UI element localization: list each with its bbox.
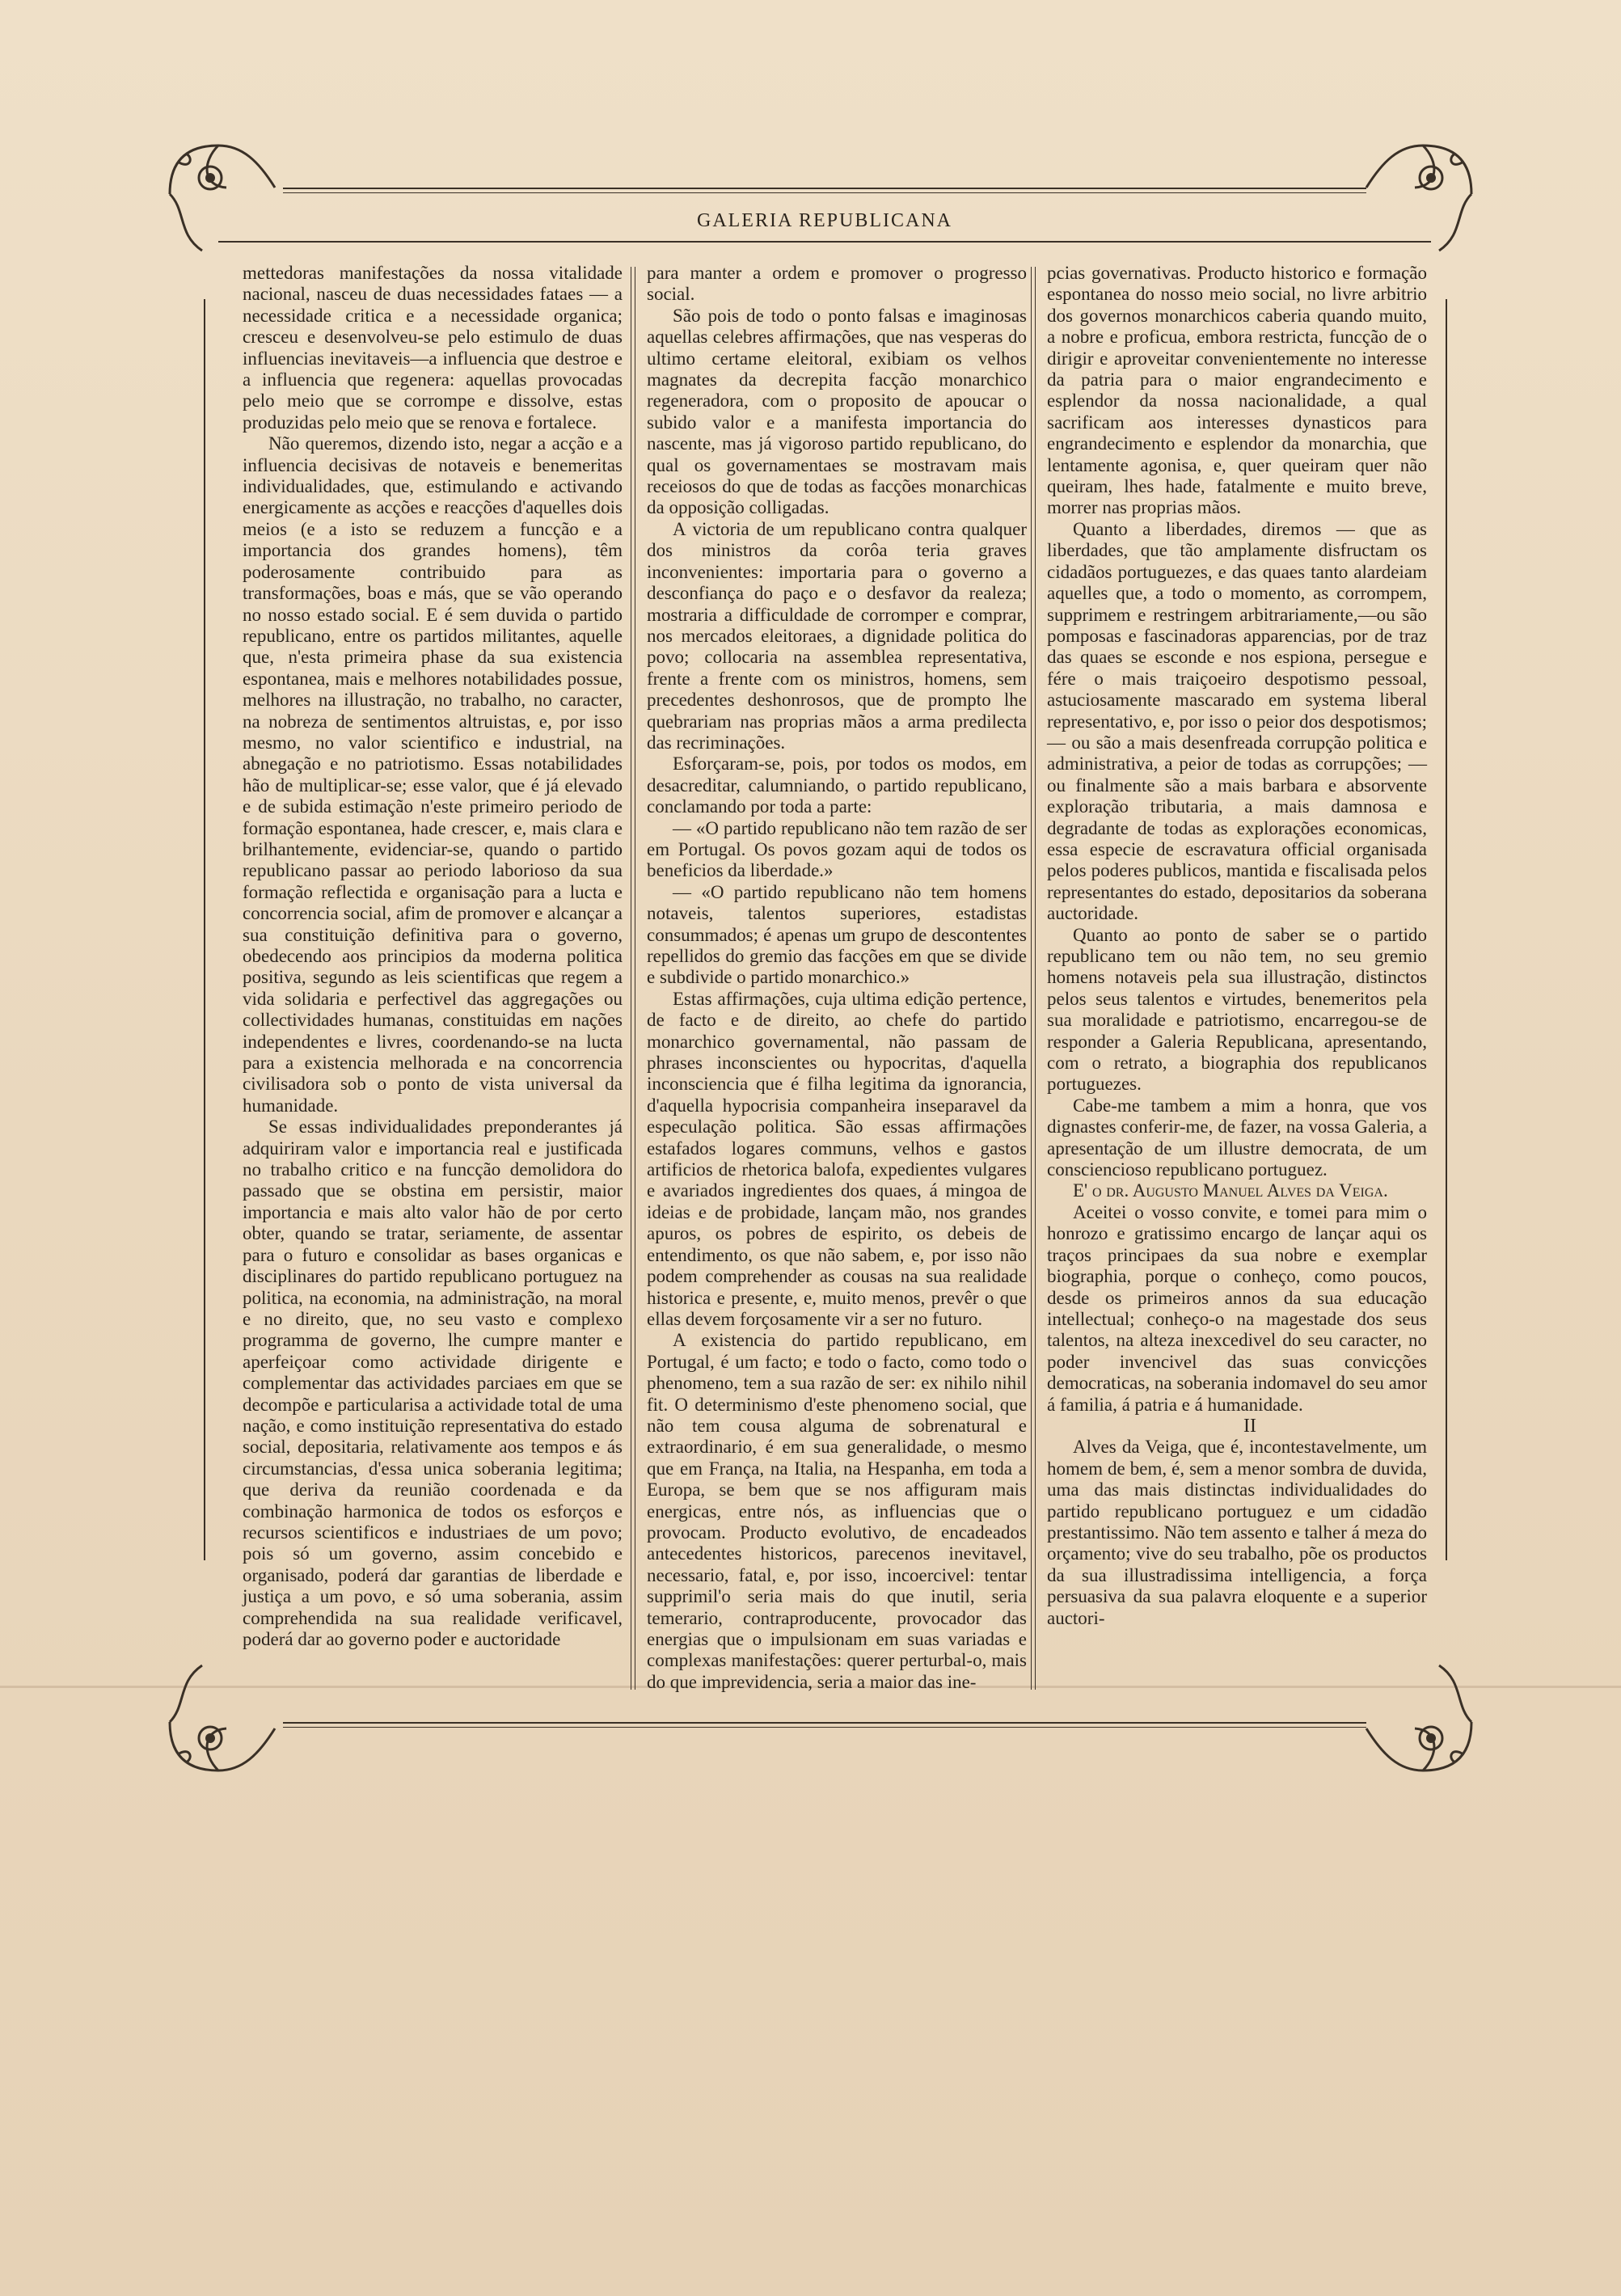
page-frame xyxy=(162,137,1488,1762)
paragraph: — «O partido republicano não tem homens notaveis, talentos superiores, estadistas consummados; é apenas um grupo de descontentes repellidos do gremio das facções em que se divide e subdivide o partido monarchico.» xyxy=(647,881,1027,988)
paragraph: São pois de todo o ponto falsas e imaginosas aquellas celebres affirmações, que nas vesperas do ultimo certame eleitoral, exibiam os velhos magnates da decrepita facção monarchico regeneradora, com o proposito de apoucar o subido valor e a manifesta importancia do nascente, mas já vigoroso partido republicano, do qual os governamentaes se mostravam mais receiosos do que de todas as facções monarchicas da opposição colligadas. xyxy=(647,305,1027,518)
bottom-frame-rule xyxy=(283,1722,1366,1724)
text-column-1 xyxy=(243,263,623,1650)
column-rule-2 xyxy=(1031,267,1032,1690)
bottom-right-ornament-icon xyxy=(1358,1657,1488,1787)
paragraph: Se essas individualidades preponderantes já adquiriram valor e importancia real e justificada no trabalho critico e na funcção demolidora do passado que se obstina em persistir, maior importancia e mais alto valor hão de por certo obter, quando se tratar, seriamente, de assentar para o futuro e consolidar as bases organicas e disciplinares do partido republicano portuguez na politica, na economia, na administração, na moral e no direito, que, no seu vasto e complexo programma de governo, lhe cumpre manter e aperfeiçoar como actividade dirigente e complementar das actividades parciaes em que se decompõe e particularisa a actividade total de uma nação, e como instituição representativa do estado social, depositaria, relativamente aos tempos e ás circumstancias, d'essa unica soberania legitima; que deriva da reunião coordenada e da combinação harmonica de todos os esforços e recursos scientificos e industriaes de um povo; pois só um governo, assim concebido e organisado, poderá dar garantias de liberdade e justiça a um povo, e só uma soberania, assim comprehendida na sua realidade verificavel, poderá dar ao governo poder e auctoridade xyxy=(243,1116,623,1649)
top-right-ornament-icon xyxy=(1358,129,1488,259)
text-column-2 xyxy=(647,263,1027,1693)
paragraph: Quanto a liberdades, diremos — que as liberdades, que tão amplamente disfructam os cidadãos portuguezes, e das quaes tanto alardeiam aquelles que, a todo o momento, as corrompem, supprimem e restringem arbitrariamente,—ou são pomposas e fascinadoras apparencias, por de traz das quaes se esconde e nos espiona, persegue e fére o mais traiçoeiro despotismo pessoal, astuciosamente mascarado em systema liberal representativo, e, por isso o peior dos despotismos; — ou são a mais desenfreada corrupção politica e administrativa, a peior de todas as corrupções; — ou finalmente são a mais barbara e absorvente exploração tributaria, a mais damnosa e degradante de todas as explorações economicas, essa especie de escravatura official organisada pelos poderes publicos, mantida e fiscalisada pelos representantes do estado, depositarios da soberana auctoridade. xyxy=(1047,518,1427,924)
paragraph: Não queremos, dizendo isto, negar a acção e a influencia decisivas de notaveis e benemeritas individualidades, que, estimulando e activando energicamente as acções e reacções d'aquelles dois meios (e a isto se reduzem a funcção e a importancia dos grandes homens), têm poderosamente contribuido para as transformações, boas e más, que se vão operando no nosso estado social. E é sem duvida o partido republicano, entre os partidos militantes, aquelle que, n'esta primeira phase da sua existencia espontanea, mais e melhores notabilidades possue, melhores na illustração, no trabalho, no caracter, na nobreza de sentimentos altruistas, e, por isso mesmo, no valor scientifico e industrial, na abnegação e no patriotismo. Essas notabilidades hão de multiplicar-se; esse valor, que é já elevado e de subida estimação n'este primeiro periodo de formação espontanea, hade crescer, e, mais clara e brilhantemente, evidenciar-se, quando o partido republicano passar ao periodo laborioso da sua formação reflectida e organisação para a lucta e concorrencia social, afim de promover e alcançar a sua constituição definitiva para o governo, obedecendo aos principios da moderna politica positiva, segundo as leis scientificas que regem a vida solidaria e perfectivel das aggregações ou collectividades humanas, constituidas em nações independentes e livres, coordenando-se na lucta para a existencia melhorada e na concorrencia civilisadora sob o ponto de vista universal da humanidade. xyxy=(243,433,623,1116)
paragraph: mettedoras manifestações da nossa vitalidade nacional, nasceu de duas necessidades fataes — a necessidade critica e a necessidade organica; cresceu e desenvolveu-se pelo estimulo de duas influencias inevitaveis—a influencia que destroe e a influencia que regenera: aquellas provocadas pelo meio que se corrompe e dissolve, estas produzidas pelo meio que se renova e fortalece. xyxy=(243,263,623,433)
paragraph: A victoria de um republicano contra qualquer dos ministros da corôa teria graves inconvenientes: importaria para o governo a desconfiança do paço e o desfavor da realeza; mostraria a difficuldade de corromper e comprar, nos mercados eleitoraes, a dignidade politica do povo; collocaria na assemblea representativa, frente a frente com os ministros, homens, sem precedentes deshonrosos, que de prompto lhe quebrariam nas proprias mãos a arma predilecta das recriminações. xyxy=(647,518,1027,753)
bottom-frame-rule-inner xyxy=(283,1727,1366,1728)
section-number: II xyxy=(1243,1415,1256,1437)
paragraph: Alves da Veiga, que é, incontestavelmente, um homem de bem, é, sem a menor sombra de duvida, uma das mais distinctas individualidades do partido republicano portuguez e um cidadão prestantissimo. Não tem assento e talher á meza do orçamento; vive do seu trabalho, põe os productos da sua illustradissima intelligencia, a força persuasiva da sua palavra eloquente e a superior auctori- xyxy=(1047,1437,1427,1628)
right-frame-rule xyxy=(1446,299,1447,1560)
page-header-title: GALERIA REPUBLICANA xyxy=(696,210,952,231)
top-frame-rule xyxy=(283,188,1366,189)
paragraph: para manter a ordem e promover o progresso social. xyxy=(647,263,1027,305)
top-frame-rule-inner xyxy=(283,192,1366,193)
paragraph: E' o dr. Augusto Manuel Alves da Veiga. xyxy=(1073,1180,1388,1201)
bottom-left-ornament-icon xyxy=(154,1657,283,1787)
left-frame-rule xyxy=(204,299,205,1560)
header-rule xyxy=(218,241,1431,243)
paragraph: Quanto ao ponto de saber se o partido republicano tem ou não tem, no seu gremio homens notaveis pela sua illustração, distinctos pelos seus talentos e virtudes, benemeritos pela sua moralidade e patriotismo, encarregou-se de responder a Galeria Republicana, apresentando, com o retrato, a biographia dos republicanos portuguezes. xyxy=(1047,924,1427,1095)
paragraph: Esforçaram-se, pois, por todos os modos, em desacreditar, calumniando, o partido republicano, conclamando por toda a parte: xyxy=(647,753,1027,817)
column-rule-2b xyxy=(1035,267,1036,1690)
text-column-3 xyxy=(1047,263,1427,1629)
top-left-ornament-icon xyxy=(154,129,283,259)
paragraph: Cabe-me tambem a mim a honra, que vos dignastes conferir-me, de fazer, na vossa Galeria, a apresentação de um illustre democrata, de um consciencioso republicano portuguez. xyxy=(1047,1095,1427,1180)
paragraph: A existencia do partido republicano, em Portugal, é um facto; e todo o facto, como todo o phenomeno, tem a sua razão de ser: ex nihilo nihil fit. O determinismo d'este phenomeno social, que não tem cousa alguma de sobrenatural e extraordinario, é em sua generalidade, o mesmo que em França, na Italia, na Hespanha, em toda a Europa, se bem que se nos affiguram mais energicas, entre nós, as influencias que o provocam. Producto evolutivo, de encadeados antecedentes historicos, parecenos inevitavel, necessario, fatal, e, por isso, incoercivel: tentar supprimil'o seria mais do que inutil, seria temerario, contraproducente, provocador das energias que o impulsionam em suas variadas e complexas manifestações: querer perturbal-o, mais do que imprevidencia, seria a maior das ine- xyxy=(647,1330,1027,1692)
paragraph: — «O partido republicano não tem razão de ser em Portugal. Os povos gozam aqui de todos os beneficios da liberdade.» xyxy=(647,817,1027,881)
paragraph: Estas affirmações, cuja ultima edição pertence, de facto e de direito, ao chefe do partido monarchico governamental, não passam de phrases inconscientes ou hypocritas, d'aquella inconsciencia que é filha legitima da ignorancia, d'aquella hypocrisia companheira inseparavel da especulação politica. São essas affirmações estafados logares communs, velhos e gastos artificios de rhetorica balofa, expedientes vulgares e avariados ingredientes dos quaes, á mingoa de ideias e de probidade, lançam mão, nos grandes apuros, os pobres de espirito, os debeis de entendimento, os que não sabem, e, por isso não podem comprehender as cousas na sua realidade historica e presente, e, muito menos, prevêr o que ellas devem forçosamente vir a ser no futuro. xyxy=(647,988,1027,1329)
paragraph: Aceitei o vosso convite, e tomei para mim o honrozo e gratissimo encargo de lançar aqui os traços principaes da sua nobre e exemplar biographia, porque o conheço, como poucos, desde os primeiros annos da sua educação intellectual; conheço-o na magestade dos seus talentos, na alteza inexcedivel do seu caracter, no poder invencivel das suas convicções democraticas, na soberania indomavel do seu amor á familia, á patria e á humanidade. xyxy=(1047,1201,1427,1415)
paragraph: pcias governativas. Producto historico e formação espontanea do nosso meio social, no livre arbitrio dos governos monarchicos caberia quando muito, a nobre e proficua, embora restricta, funcção de o dirigir e aproveitar convenientemente no interesse da patria para o maior engrandecimento e esplendor da nossa nacionalidade, a qual sacrificam aos interesses dynasticos para engrandecimento e esplendor da monarchia, que lentamente agonisa, e, quer queiram quer não queiram, lhes hade, fatalmente e muito breve, morrer nas proprias mãos. xyxy=(1047,263,1427,518)
